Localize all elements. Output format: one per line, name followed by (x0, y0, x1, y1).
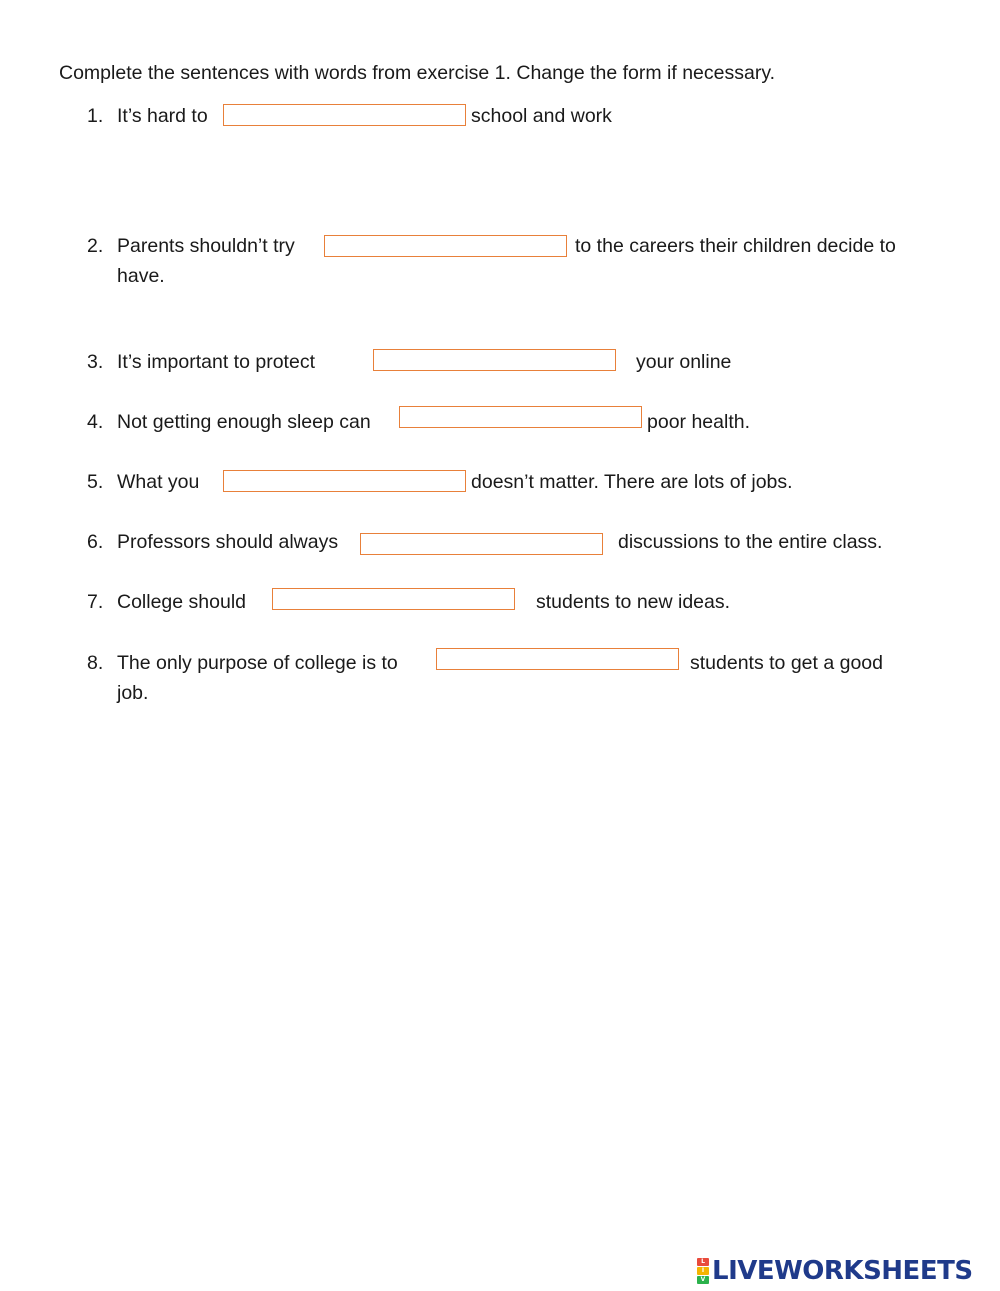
answer-blank-2[interactable] (324, 235, 567, 257)
item-text-before: Professors should always (117, 531, 339, 553)
item-text-after: school and work (471, 105, 612, 127)
item-number: 2. (87, 235, 104, 257)
item-number: 3. (87, 351, 104, 373)
logo-block: V (697, 1276, 709, 1284)
logo-blocks-icon (697, 1258, 709, 1284)
answer-blank-1[interactable] (223, 104, 466, 126)
item-number: 8. (87, 652, 104, 674)
item-number: 1. (87, 105, 104, 127)
liveworksheets-logo (697, 1256, 973, 1286)
item-number: 7. (87, 591, 104, 613)
answer-blank-5[interactable] (223, 470, 466, 492)
item-text-after: to the careers their children decide to (575, 235, 896, 257)
answer-blank-3[interactable] (373, 349, 616, 371)
item-text-after: your online (636, 351, 732, 373)
item-text-continued: have. (117, 265, 165, 287)
item-text-before: It’s important to protect (117, 351, 315, 373)
item-number: 4. (87, 411, 104, 433)
item-text-continued: job. (117, 682, 149, 704)
answer-blank-6[interactable] (360, 533, 603, 555)
logo-block: I (697, 1267, 709, 1275)
answer-blank-7[interactable] (272, 588, 515, 610)
logo-text: LIVEWORKSHEETS (712, 1256, 973, 1286)
answer-blank-4[interactable] (399, 406, 642, 428)
item-text-before: Not getting enough sleep can (117, 411, 371, 433)
item-text-after: doesn’t matter. There are lots of jobs. (471, 471, 793, 493)
logo-block: L (697, 1258, 709, 1266)
item-text-before: It’s hard to (117, 105, 208, 127)
item-text-after: discussions to the entire class. (618, 531, 883, 553)
answer-blank-8[interactable] (436, 648, 679, 670)
item-number: 5. (87, 471, 104, 493)
item-text-before: Parents shouldn’t try (117, 235, 295, 257)
instructions: Complete the sentences with words from exercise 1. Change the form if necessary. (59, 62, 776, 84)
item-text-after: students to get a good (690, 652, 883, 674)
item-text-after: students to new ideas. (536, 591, 731, 613)
item-text-before: College should (117, 591, 247, 613)
item-text-before: The only purpose of college is to (117, 652, 398, 674)
item-text-after: poor health. (647, 411, 750, 433)
item-text-before: What you (117, 471, 200, 493)
item-number: 6. (87, 531, 104, 553)
